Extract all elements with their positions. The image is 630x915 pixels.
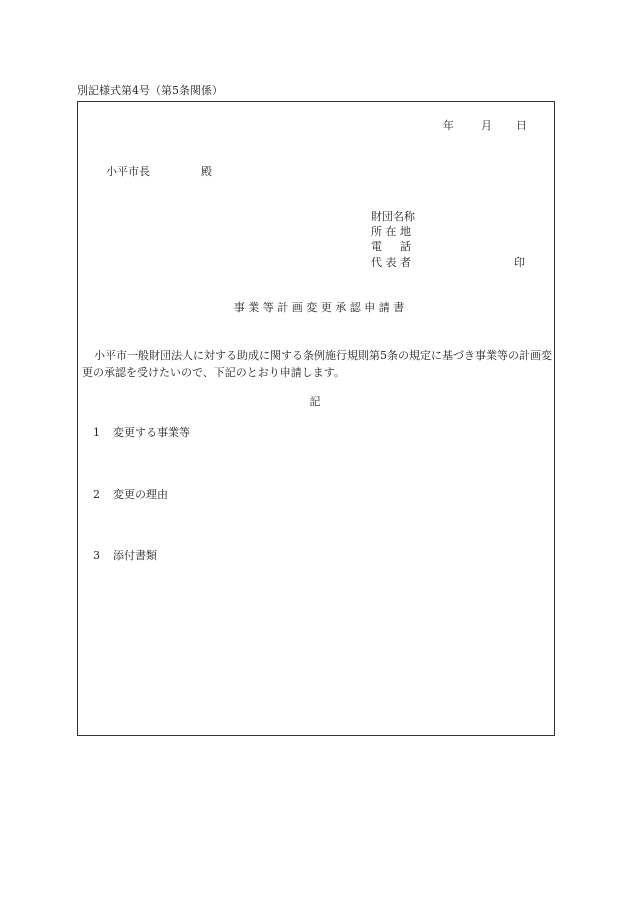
- form-label: 別記様式第4号（第5条関係）: [77, 84, 223, 97]
- foundation-name-label: 財団名称: [371, 210, 415, 223]
- date-day-label: 日: [516, 119, 527, 132]
- date-month-label: 月: [481, 119, 492, 132]
- item-number: 1: [93, 426, 100, 439]
- item-number: 3: [93, 549, 100, 562]
- document-title: 事 業 等 計 画 変 更 承 認 申 請 書: [233, 301, 405, 314]
- body-paragraph: 小平市一般財団法人に対する助成に関する条例施行規則第5条の規定に基づき事業等の計画変更の承認を受けたいので、下記のとおり申請します。: [82, 349, 552, 379]
- phone-label: 電 話: [371, 240, 411, 253]
- representative-label: 代 表 者: [371, 256, 411, 269]
- note-mark: 記: [309, 395, 321, 408]
- item-label-changed-project: 変更する事業等: [113, 426, 190, 439]
- date-year-label: 年: [443, 119, 454, 132]
- form-frame: [77, 101, 555, 736]
- item-number: 2: [93, 488, 100, 501]
- addressee-name: 小平市長: [106, 165, 150, 178]
- seal-mark: 印: [514, 256, 525, 269]
- item-label-change-reason: 変更の理由: [113, 488, 168, 501]
- addressee-honorific: 殿: [201, 165, 212, 178]
- item-label-attachments: 添付書類: [113, 549, 157, 562]
- address-label: 所 在 地: [371, 225, 411, 238]
